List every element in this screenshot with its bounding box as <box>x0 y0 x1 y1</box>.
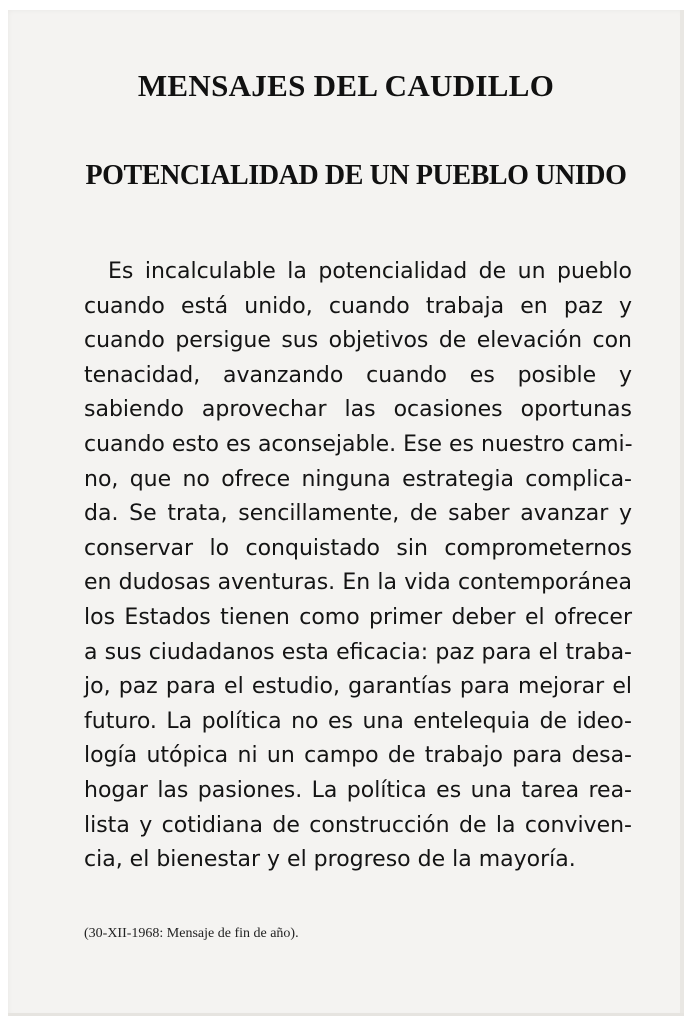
text-line: futuro. La política no es una entelequia de ideo- <box>84 708 632 734</box>
text-line: cia, el bienestar y el progreso de la mayoría. <box>84 847 576 873</box>
text-line: tenacidad, avanzando cuando es posible y <box>84 362 632 388</box>
text-line: conservar lo conquistado sin comprometernos <box>84 535 632 561</box>
text-line: Es incalculable la potencialidad de un pueblo <box>108 259 632 284</box>
text-line: cuando esto es aconsejable. Ese es nuestro cami- <box>84 431 633 457</box>
text-line: no, que no ofrece ninguna estrategia complica- <box>84 466 632 492</box>
text-line: da. Se trata, sencillamente, de saber avanzar y <box>84 501 632 527</box>
text-line: sabiendo aprovechar las ocasiones oportunas <box>84 397 632 423</box>
text-line: hogar las pasiones. La política es una tarea rea- <box>84 777 632 803</box>
text-line: cuando persigue sus objetivos de elevación con <box>84 328 632 354</box>
body-paragraph <box>84 255 632 878</box>
source-footnote: (30-XII-1968: Mensaje de fin de año). <box>84 926 299 941</box>
section-heading: POTENCIALIDAD DE UN PUEBLO UNIDO <box>85 160 627 191</box>
page-edge <box>8 1013 684 1016</box>
text-line: a sus ciudadanos esta eficacia: paz para el traba- <box>84 639 632 665</box>
text-line: jo, paz para el estudio, garantías para mejorar el <box>84 674 632 700</box>
text-line: logía utópica ni un campo de trabajo para desa- <box>84 743 632 769</box>
document-page <box>8 10 684 1016</box>
text-line: los Estados tienen como primer deber el ofrecer <box>84 604 632 630</box>
document-title: MENSAJES DEL CAUDILLO <box>137 68 555 103</box>
text-line: cuando está unido, cuando trabaja en paz y <box>84 293 632 319</box>
page-edge <box>680 10 684 1016</box>
text-line: lista y cotidiana de construcción de la conviven- <box>84 812 632 838</box>
text-line: en dudosas aventuras. En la vida contemporánea <box>84 570 632 596</box>
